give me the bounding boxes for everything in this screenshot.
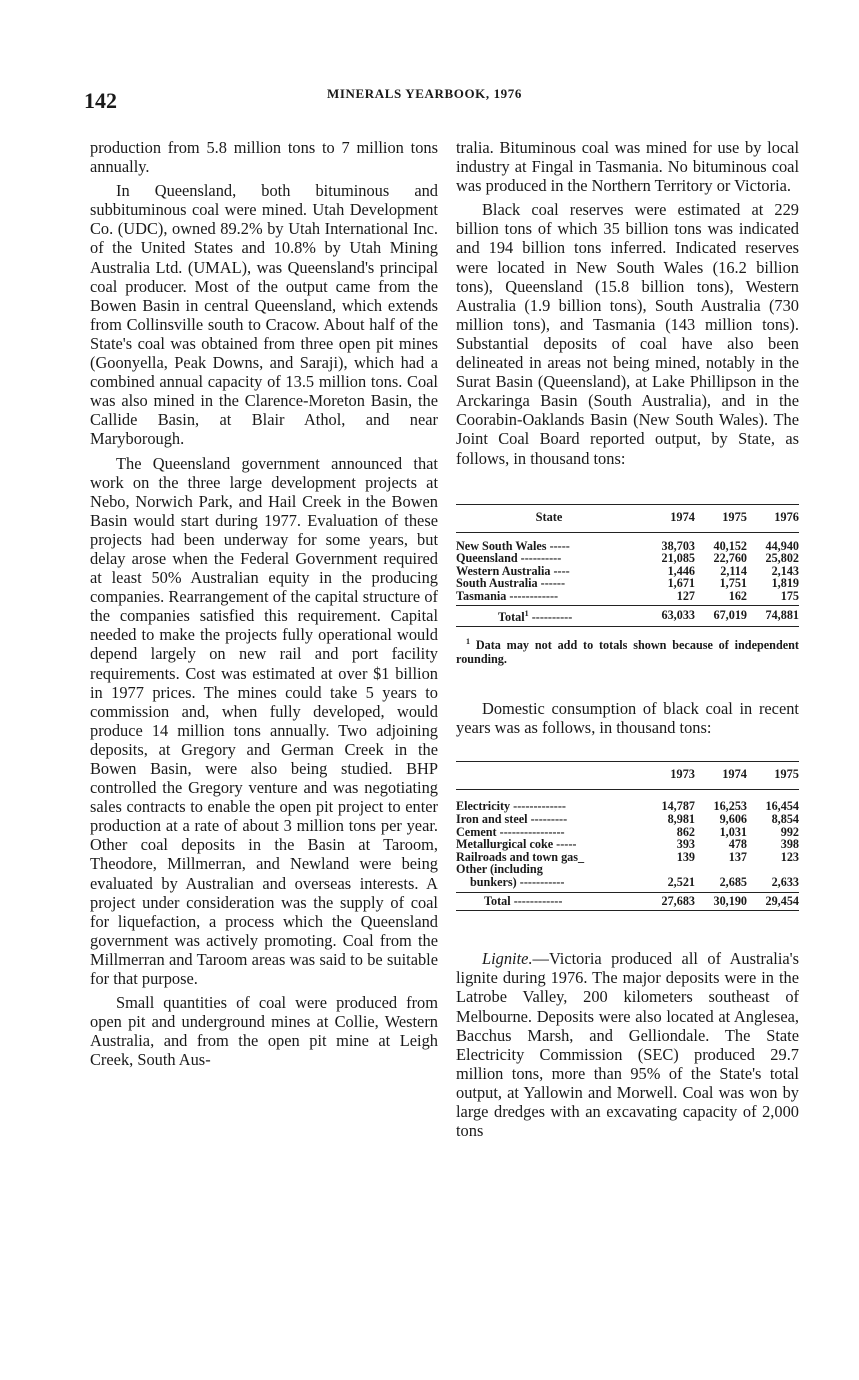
table-header-row [456, 762, 799, 790]
running-head: MINERALS YEARBOOK, 1976 [327, 86, 522, 101]
column-header: 1974 [642, 504, 695, 532]
cell: 8,854 [771, 812, 799, 827]
table-footnote [456, 635, 799, 666]
column-header [456, 762, 642, 790]
table-header-row [456, 504, 799, 532]
total-label-dashes: ---------- [528, 609, 573, 624]
cell: 30,190 [695, 892, 747, 911]
cell: 123 [780, 849, 799, 864]
paragraph-text: —Victoria produced all of Australia's lignite during 1976. The major deposits were in the Latrobe Valley, 200 kilometers southeast of Melbourne. Deposits were also located at Anglesea, Bacchus Marsh, and Gelliondale. The State Electricity Commission (SEC) produced 29.7 million tons, more than 95% of the State's total output, at Yallowin and Morwell. Coal was won by large dredges with an excavating capacity of 2,000 tons [456, 949, 799, 1141]
row-label: Other (including [456, 862, 543, 877]
row-label: Queensland ---------- [456, 551, 562, 566]
cell: 21,085 [661, 551, 695, 566]
total-row [456, 892, 799, 911]
cell: 2,685 [719, 875, 747, 890]
row-label: South Australia ------ [456, 576, 566, 591]
paragraph: Domestic consumption of black coal in recent years was as follows, in thousand tons: [456, 699, 799, 738]
footnote-text: Data may not add to totals shown because of independent rounding. [456, 638, 799, 667]
right-column [456, 138, 799, 1140]
cell: 29,454 [747, 892, 799, 911]
coal-output-table [456, 504, 799, 628]
paragraph: Black coal reserves were estimated at 229 billion tons of which 35 billion tons was indicated and 194 billion tons inferred. Indicated reserves were located in New South Wales (16.2 billion tons), Queensland (15.8 billion tons), Western Australia (1.9 billion tons), South Australia (730 million tons), and Tasmania (143 million tons). Substantial deposits of coal have also been delineated in areas not being mined, notably in the Surat Basin (Queensland), at Lake Phillipson in the Arckaringa Basin (South Australia), and in the Coorabin-Oaklands Basin (New South Wales). The Joint Coal Board reported output, by State, as follows, in thousand tons: [456, 200, 799, 468]
cell: 27,683 [642, 892, 695, 911]
paragraph: Small quantities of coal were produced from open pit and underground mines at Collie, Western Australia, and from the open pit mine at Leigh Creek, South Aus- [90, 993, 438, 1070]
total-label [456, 605, 642, 627]
cell: 175 [780, 588, 799, 603]
total-row [456, 605, 799, 627]
cell: 2,114 [720, 563, 747, 578]
cell: 137 [728, 849, 747, 864]
cell: 393 [676, 837, 695, 852]
table-row [456, 552, 799, 565]
row-label: bunkers) ----------- [470, 875, 565, 890]
cell: 1,446 [667, 563, 695, 578]
column-header: State [456, 504, 642, 532]
cell: 1,819 [771, 576, 799, 591]
column-header: 1975 [695, 504, 747, 532]
cell: 2,143 [771, 563, 799, 578]
column-header: 1975 [747, 762, 799, 790]
cell: 162 [728, 588, 747, 603]
row-label: Iron and steel --------- [456, 812, 568, 827]
row-label: Electricity ------------- [456, 799, 566, 814]
total-label: Total ------------ [456, 892, 642, 911]
cell: 38,703 [661, 538, 695, 553]
cell: 2,633 [771, 875, 799, 890]
cell: 40,152 [713, 538, 747, 553]
paragraph: production from 5.8 million tons to 7 million tons annually. [90, 138, 438, 177]
total-label-text: Total [498, 609, 525, 624]
consumption-table [456, 761, 799, 911]
row-label: Railroads and town gas_ [456, 849, 585, 864]
paragraph: tralia. Bituminous coal was mined for use by local industry at Fingal in Tasmania. No bituminous coal was produced in the Northern Territory or Victoria. [456, 138, 799, 196]
cell: 992 [780, 824, 799, 839]
cell: 8,981 [667, 812, 695, 827]
column-header: 1976 [747, 504, 799, 532]
column-header: 1973 [642, 762, 695, 790]
paragraph: In Queensland, both bituminous and subbituminous coal were mined. Utah Development Co. (UDC), owned 89.2% by Utah International Inc. of the United States and 10.8% by Utah Mining Australia Ltd. (UMAL), was Queensland's principal coal producer. Most of the output came from the Bowen Basin in central Queensland, which extends from Collinsville south to Cracow. About half of the State's coal was obtained from three open pit mines (Goonyella, Peak Downs, and Saraji), which had a combined annual capacity of 13.5 million tons. Coal was also mined in the Clarence-Moreton Basin, the Callide Basin, at Blair Athol, and near Maryborough. [90, 181, 438, 449]
table-row [456, 790, 799, 813]
cell: 25,802 [765, 551, 799, 566]
cell: 16,253 [713, 799, 747, 814]
row-label: Cement ---------------- [456, 824, 565, 839]
cell: 1,031 [719, 824, 747, 839]
cell: 14,787 [661, 799, 695, 814]
cell: 2,521 [667, 875, 695, 890]
table-row [456, 876, 799, 892]
cell: 16,454 [765, 799, 799, 814]
paragraph [456, 949, 799, 1140]
row-label: Metallurgical coke ----- [456, 837, 577, 852]
cell: 63,033 [642, 605, 695, 627]
table-row [456, 590, 799, 605]
footnote-marker: 1 [524, 608, 529, 618]
column-header: 1974 [695, 762, 747, 790]
table-row [456, 532, 799, 552]
table-row [456, 838, 799, 851]
cell: 1,751 [719, 576, 747, 591]
cell: 862 [676, 824, 695, 839]
paragraph: The Queensland government announced that work on the three large development projects at Nebo, Norwich Park, and Hail Creek in the Bowen Basin would start during 1977. Evaluation of these projects had been underway for some years, but delay arose when the Federal Government required at least 50% Australian equity in the producing companies. Rearrangement of the capital structure of the companies satisfied this requirement. Capital needed to make the projects fully operational would depend largely on new rail and port facility requirements. Cost was estimated at over $1 billion in 1977 prices. The mines could take 5 years to commission and, when fully developed, would produce 14 million tons annually. Two adjoining deposits, at Gregory and German Creek in the Bowen Basin, were also being studied. BHP controlled the Gregory venture and was negotiating sales contracts to enable the open pit project to enter production at a rate of about 3 million tons per year. Other coal deposits in the Basin at Taroom, Theodore, Millmerran, and Newland were being evaluated by Australian and overseas interests. A project under consideration was the supply of coal for liquefaction, a process which the Queensland government was actively promoting. Coal from the Millmerran and Taroom areas was said to be suitable for that purpose. [90, 453, 438, 989]
row-label: Tasmania ------------ [456, 588, 559, 603]
cell: 22,760 [713, 551, 747, 566]
table-row [456, 813, 799, 826]
cell: 1,671 [667, 576, 695, 591]
cell: 9,606 [719, 812, 747, 827]
footnote-marker: 1 [466, 637, 470, 647]
cell: 127 [676, 588, 695, 603]
page-number: 142 [84, 88, 117, 113]
cell: 44,940 [765, 538, 799, 553]
row-label: Western Australia ---- [456, 563, 570, 578]
cell: 67,019 [695, 605, 747, 627]
cell: 398 [780, 837, 799, 852]
left-column [90, 138, 438, 1070]
cell: 478 [728, 837, 747, 852]
section-lead: Lignite. [482, 949, 533, 969]
cell: 139 [676, 849, 695, 864]
row-label: New South Wales ----- [456, 538, 570, 553]
cell: 74,881 [747, 605, 799, 627]
